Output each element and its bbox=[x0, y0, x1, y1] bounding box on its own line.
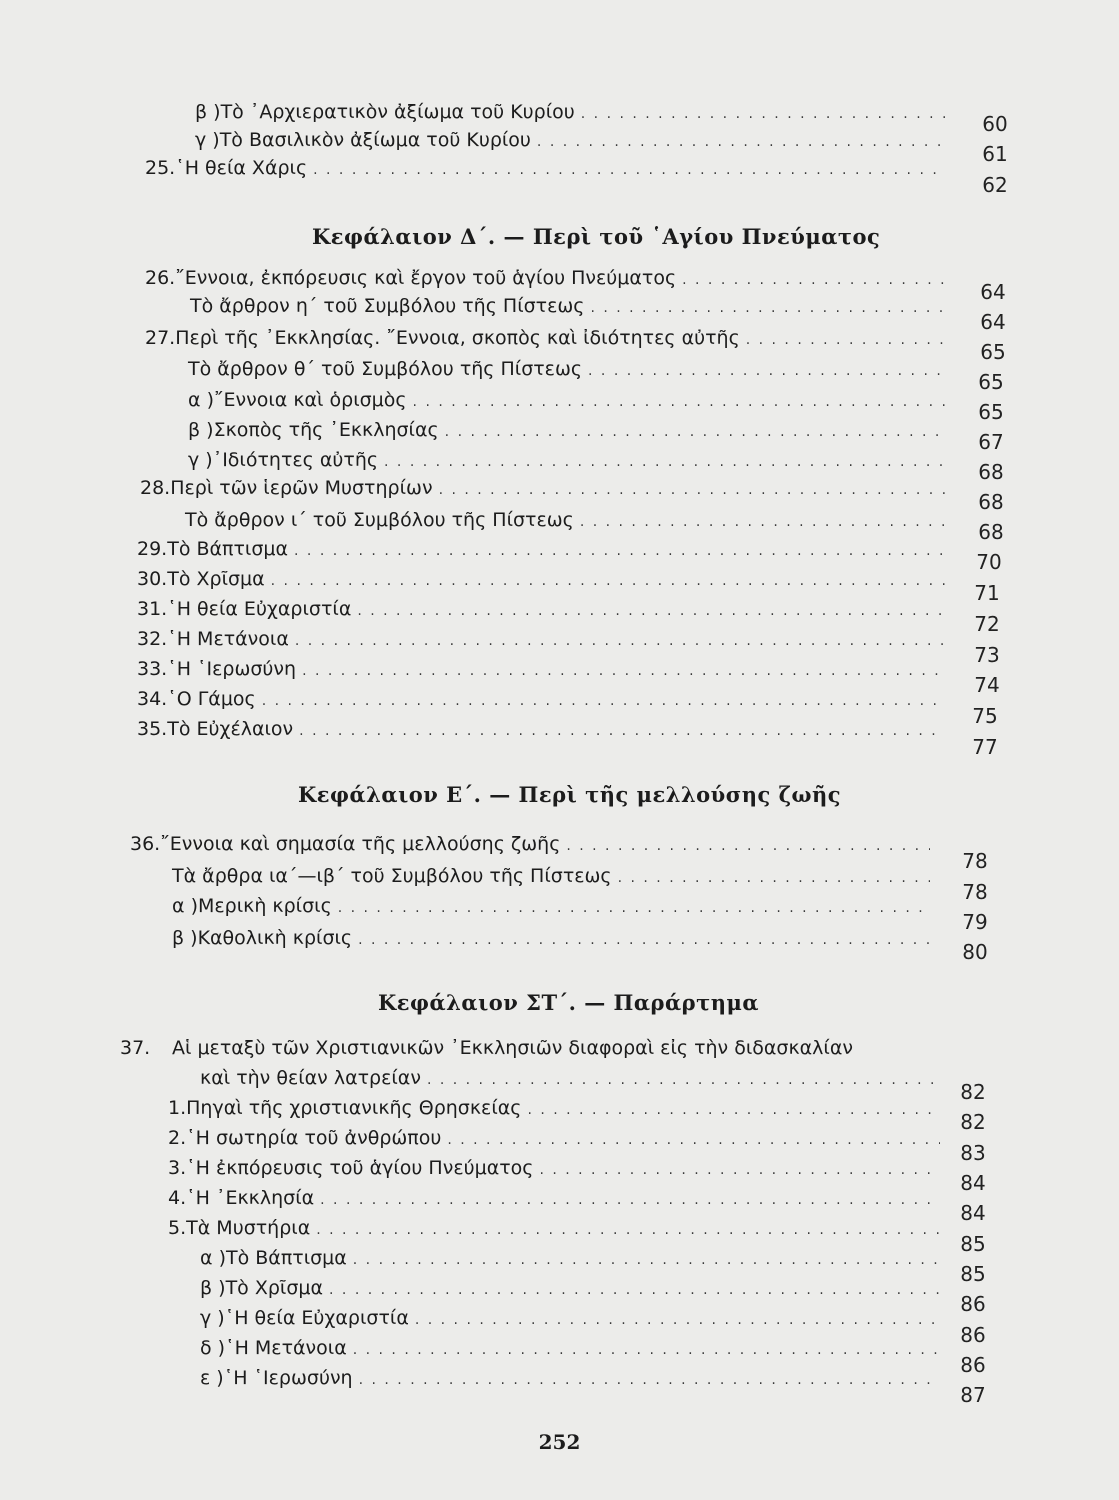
chapter-heading: Κεφάλαιον ΣΤ΄. — Παράρτημα bbox=[378, 990, 760, 1015]
entry-title: Τὸ Βασιλικὸν ἀξίωμα τοῦ Κυρίου bbox=[219, 129, 531, 151]
entry-title: Αἱ μεταξὺ τῶν Χριστιανικῶν ᾿Εκκλησιῶν διαφοραὶ εἰς τὴν διδασκαλίαν bbox=[172, 1037, 853, 1059]
entry-title: Τὸ Βάπτισμα bbox=[225, 1247, 347, 1269]
entry-number: 26. bbox=[145, 267, 176, 289]
entry-title: Τὸ Χρῖσμα bbox=[167, 568, 265, 590]
page-number: 85 bbox=[960, 1232, 986, 1256]
entry-title: ῎Εννοια καὶ ὁρισμὸς bbox=[213, 389, 407, 411]
chapter-heading: Κεφάλαιον Ε΄. — Περὶ τῆς μελλούσης ζωῆς bbox=[298, 782, 842, 807]
page-number: 64 bbox=[980, 280, 1006, 304]
entry-title: Πηγαὶ τῆς χριστιανικῆς Θρησκείας bbox=[186, 1097, 522, 1119]
dot-leader bbox=[357, 599, 945, 623]
toc-entry bbox=[120, 1036, 960, 1060]
entry-title: Μερικὴ κρίσις bbox=[197, 895, 332, 917]
page-number: 82 bbox=[960, 1110, 986, 1134]
toc-entry bbox=[145, 266, 945, 292]
dot-leader bbox=[299, 719, 945, 743]
entry-title: ῾Η ῾Ιερωσύνη bbox=[167, 658, 297, 680]
page-number: 68 bbox=[978, 520, 1004, 544]
entry-title: ῾Η Μετάνοια bbox=[225, 1337, 347, 1359]
entry-title: ᾿Ιδιότητες αὐτῆς bbox=[212, 449, 379, 471]
toc-entry bbox=[130, 832, 930, 858]
toc-entry bbox=[190, 294, 945, 320]
entry-number: 33. bbox=[137, 658, 168, 680]
entry-number: γ ) bbox=[195, 129, 220, 151]
dot-leader bbox=[618, 866, 930, 890]
page-number: 74 bbox=[974, 673, 1000, 697]
toc-entry bbox=[188, 388, 945, 414]
dot-leader bbox=[445, 420, 945, 444]
toc-entry bbox=[168, 1096, 940, 1122]
dot-leader bbox=[262, 689, 945, 713]
dot-leader bbox=[384, 450, 945, 474]
entry-title: Περὶ τῶν ἱερῶν Μυστηρίων bbox=[170, 477, 433, 499]
page-number: 61 bbox=[982, 142, 1008, 166]
page-number: 71 bbox=[974, 581, 1000, 605]
entry-title: Τὰ Μυστήρια bbox=[186, 1217, 311, 1239]
toc-entry bbox=[137, 597, 945, 623]
dot-leader bbox=[539, 1158, 940, 1182]
dot-leader bbox=[302, 659, 945, 683]
page-number: 80 bbox=[962, 940, 988, 964]
toc-entry bbox=[168, 1126, 940, 1152]
dot-leader bbox=[359, 1368, 940, 1392]
entry-title: ῾Η ἐκπόρευσις τοῦ ἁγίου Πνεύματος bbox=[186, 1157, 534, 1179]
entry-number: 27. bbox=[145, 327, 176, 349]
page-number: 86 bbox=[960, 1323, 986, 1347]
entry-number: β ) bbox=[172, 927, 198, 949]
toc-entry bbox=[168, 1216, 940, 1242]
dot-leader bbox=[447, 1128, 940, 1152]
dot-leader bbox=[313, 158, 945, 182]
entry-title: ῾Ο Γάμος bbox=[167, 688, 256, 710]
toc-entry bbox=[172, 864, 930, 890]
toc-entry bbox=[195, 100, 945, 126]
page-number: 86 bbox=[960, 1292, 986, 1316]
dot-leader bbox=[580, 510, 945, 534]
toc-entry bbox=[172, 926, 930, 952]
entry-title: Τὸ ἄρθρον ι΄ τοῦ Συμβόλου τῆς Πίστεως bbox=[185, 509, 574, 531]
toc-entry bbox=[200, 1066, 940, 1092]
entry-number: 34. bbox=[137, 688, 168, 710]
entry-number: 3. bbox=[168, 1157, 187, 1179]
entry-title: Σκοπὸς τῆς ᾿Εκκλησίας bbox=[213, 419, 439, 441]
entry-number: 32. bbox=[137, 628, 168, 650]
page-number: 65 bbox=[978, 400, 1004, 424]
page-number: 82 bbox=[960, 1080, 986, 1104]
page-number: 85 bbox=[960, 1262, 986, 1286]
toc-entry bbox=[200, 1276, 940, 1302]
entry-number: 1. bbox=[168, 1097, 187, 1119]
dot-leader bbox=[353, 1248, 940, 1272]
dot-leader bbox=[537, 130, 945, 154]
page-number: 78 bbox=[962, 880, 988, 904]
entry-title: Τὸ Εὐχέλαιον bbox=[167, 718, 294, 740]
toc-entry bbox=[137, 717, 945, 743]
entry-title: ῾Η σωτηρία τοῦ ἀνθρώπου bbox=[186, 1127, 442, 1149]
entry-number: 2. bbox=[168, 1127, 187, 1149]
toc-entry bbox=[188, 448, 945, 474]
entry-title: ῎Εννοια καὶ σημασία τῆς μελλούσης ζωῆς bbox=[160, 833, 561, 855]
page-number: 78 bbox=[962, 849, 988, 873]
page-number: 86 bbox=[960, 1353, 986, 1377]
page-number: 87 bbox=[960, 1383, 986, 1407]
entry-title: Τὸ Βάπτισμα bbox=[167, 538, 289, 560]
entry-title: Τὸ ἄρθρον θ΄ τοῦ Συμβόλου τῆς Πίστεως bbox=[188, 358, 583, 380]
toc-entry bbox=[188, 357, 945, 383]
entry-title: Τὸ ᾿Αρχιερατικὸν ἀξίωμα τοῦ Κυρίου bbox=[220, 101, 575, 123]
page-number: 77 bbox=[972, 735, 998, 759]
entry-title: καὶ τὴν θείαν λατρείαν bbox=[200, 1067, 421, 1089]
dot-leader bbox=[746, 328, 945, 352]
dot-leader bbox=[338, 896, 930, 920]
entry-title: Περὶ τῆς ᾿Εκκλησίας. ῎Εννοια, σκοπὸς καὶ ἰδιότητες αὐτῆς bbox=[175, 327, 740, 349]
entry-title: ῾Η θεία Χάρις bbox=[175, 157, 308, 179]
page-number: 60 bbox=[982, 112, 1008, 136]
toc-entry bbox=[137, 657, 945, 683]
dot-leader bbox=[566, 834, 930, 858]
entry-number: 28. bbox=[140, 477, 171, 499]
toc-entry bbox=[200, 1306, 940, 1332]
dot-leader bbox=[329, 1278, 940, 1302]
dot-leader bbox=[271, 569, 945, 593]
entry-number: α ) bbox=[188, 389, 214, 411]
toc-entry bbox=[137, 537, 945, 563]
dot-leader bbox=[294, 539, 945, 563]
page-footer-number: 252 bbox=[538, 1430, 581, 1454]
entry-title: ῾Η θεία Εὐχαριστία bbox=[167, 598, 352, 620]
entry-title: Τὸ Χρῖσμα bbox=[225, 1277, 324, 1299]
toc-entry bbox=[137, 627, 945, 653]
entry-number: 31. bbox=[137, 598, 168, 620]
entry-number: ε ) bbox=[200, 1367, 224, 1389]
entry-number: β ) bbox=[200, 1277, 226, 1299]
dot-leader bbox=[415, 1308, 940, 1332]
page-number: 84 bbox=[960, 1171, 986, 1195]
toc-entry bbox=[168, 1156, 940, 1182]
page-number: 65 bbox=[978, 370, 1004, 394]
dot-leader bbox=[358, 928, 930, 952]
toc-entry bbox=[145, 326, 945, 352]
entry-number: β ) bbox=[195, 101, 221, 123]
dot-leader bbox=[316, 1218, 940, 1242]
page-number: 68 bbox=[978, 490, 1004, 514]
entry-title: ῾Η Μετάνοια bbox=[167, 628, 289, 650]
entry-title: Τὸ ἄρθρον η΄ τοῦ Συμβόλου τῆς Πίστεως bbox=[190, 295, 585, 317]
toc-entry bbox=[200, 1246, 940, 1272]
dot-leader bbox=[590, 296, 945, 320]
toc-entry bbox=[137, 567, 945, 593]
dot-leader bbox=[295, 629, 945, 653]
entry-number: γ ) bbox=[188, 449, 213, 471]
page-number: 67 bbox=[978, 430, 1004, 454]
page-number: 83 bbox=[960, 1141, 986, 1165]
toc-entry bbox=[168, 1186, 940, 1212]
toc-entry bbox=[137, 687, 945, 713]
toc-entry bbox=[200, 1336, 940, 1362]
page-number: 68 bbox=[978, 460, 1004, 484]
dot-leader bbox=[682, 268, 945, 292]
entry-number: 36. bbox=[130, 833, 161, 855]
entry-number: 35. bbox=[137, 718, 168, 740]
dot-leader bbox=[439, 478, 945, 502]
entry-title: Καθολικὴ κρίσις bbox=[197, 927, 353, 949]
entry-number: 5. bbox=[168, 1217, 187, 1239]
page-number: 72 bbox=[974, 612, 1000, 636]
dot-leader bbox=[320, 1188, 940, 1212]
page-number: 62 bbox=[982, 173, 1008, 197]
entry-title: ῾Η θεία Εὐχαριστία bbox=[224, 1307, 409, 1329]
entry-title: ῾Η ᾿Εκκλησία bbox=[186, 1187, 315, 1209]
toc-entry bbox=[188, 418, 945, 444]
entry-number: 29. bbox=[137, 538, 168, 560]
entry-number: γ ) bbox=[200, 1307, 225, 1329]
dot-leader bbox=[413, 390, 945, 414]
dot-leader bbox=[427, 1068, 940, 1092]
entry-number: δ ) bbox=[200, 1337, 226, 1359]
entry-number: β ) bbox=[188, 419, 214, 441]
entry-number: 4. bbox=[168, 1187, 187, 1209]
toc-entry bbox=[200, 1366, 940, 1392]
entry-number: α ) bbox=[172, 895, 198, 917]
entry-title: ῾Η ῾Ιερωσύνη bbox=[223, 1367, 353, 1389]
entry-number: 25. bbox=[145, 157, 176, 179]
page-number: 79 bbox=[962, 910, 988, 934]
page-number: 70 bbox=[976, 550, 1002, 574]
toc-entry bbox=[172, 894, 930, 920]
toc-entry bbox=[195, 128, 945, 154]
toc-entry bbox=[185, 508, 945, 534]
page-number: 64 bbox=[980, 310, 1006, 334]
toc-entry bbox=[145, 156, 945, 182]
chapter-heading: Κεφάλαιον Δ΄. — Περὶ τοῦ ῾Αγίου Πνεύματος bbox=[312, 224, 881, 249]
page-number: 65 bbox=[980, 340, 1006, 364]
toc-entry bbox=[140, 476, 945, 502]
entry-number: 30. bbox=[137, 568, 168, 590]
dot-leader bbox=[588, 359, 945, 383]
dot-leader bbox=[527, 1098, 940, 1122]
page-number: 73 bbox=[974, 643, 1000, 667]
entry-title: Τὰ ἄρθρα ια΄—ιβ΄ τοῦ Συμβόλου τῆς Πίστεως bbox=[172, 865, 612, 887]
dot-leader bbox=[353, 1338, 940, 1362]
entry-title: ῎Εννοια, ἐκπόρευσις καὶ ἔργον τοῦ ἁγίου Πνεύματος bbox=[175, 267, 677, 289]
page-number: 75 bbox=[972, 704, 998, 728]
entry-number: 37. bbox=[120, 1037, 151, 1059]
dot-leader bbox=[581, 102, 945, 126]
entry-number: α ) bbox=[200, 1247, 226, 1269]
page-number: 84 bbox=[960, 1201, 986, 1225]
